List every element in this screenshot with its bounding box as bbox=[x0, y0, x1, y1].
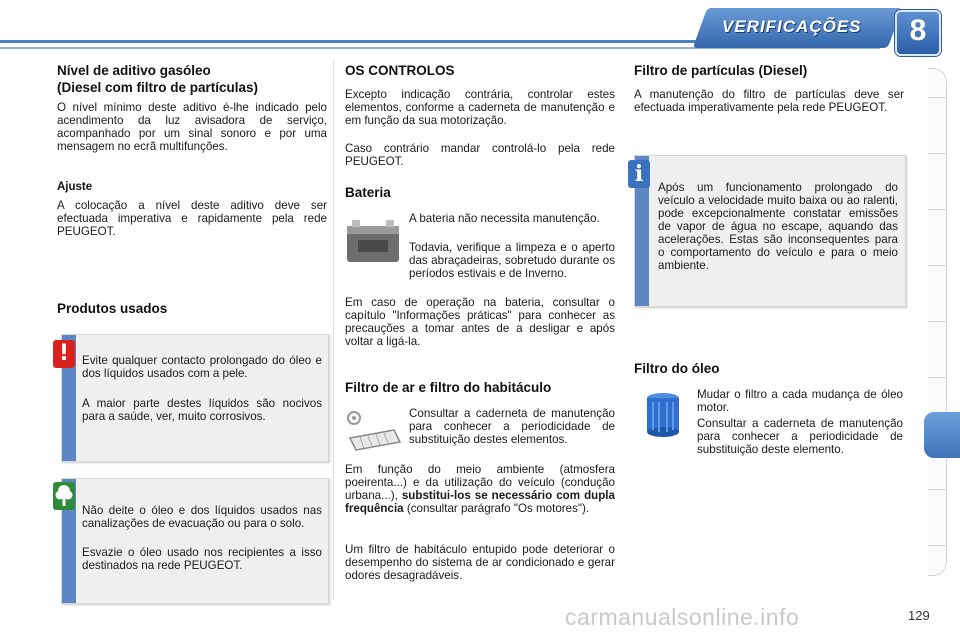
produtos-title: Produtos usados bbox=[57, 301, 168, 316]
chapter-tab-active[interactable] bbox=[924, 412, 960, 458]
aditivo-title bbox=[57, 62, 327, 96]
filtro-ar-body-2-pre: Em função do meio ambiente (atmosfera poeirenta...) e da utilização do veículo (condução urbana...), bbox=[345, 463, 615, 502]
warning-text-2: A maior parte destes líquidos são nocivos para a saúde, ver, muito corrosivos. bbox=[82, 397, 322, 423]
environment-text-2: Esvazie o óleo usado nos recipientes a isso destinados na rede PEUGEOT. bbox=[82, 546, 322, 572]
oleo-body-2: Consultar a caderneta de manutenção para conhecer a periodicidade de substituição deste elemento. bbox=[697, 417, 903, 456]
chapter-number: 8 bbox=[909, 14, 927, 47]
info-icon: i bbox=[628, 160, 650, 188]
tree-icon bbox=[53, 482, 75, 510]
info-box bbox=[634, 155, 906, 307]
tab-divider bbox=[928, 97, 946, 98]
battery-icon bbox=[344, 214, 402, 266]
air-filter-icon bbox=[344, 408, 404, 456]
page-number: 129 bbox=[908, 608, 930, 623]
tab-divider bbox=[928, 153, 946, 154]
oleo-title: Filtro do óleo bbox=[634, 361, 720, 376]
filtro-ar-title: Filtro de ar e filtro do habitáculo bbox=[345, 380, 552, 395]
warning-box bbox=[61, 334, 329, 462]
filtro-ar-body-3: Um filtro de habitáculo entupido pode deteriorar o desempenho do sistema de ar condicionado e gerar odores desagradáveis. bbox=[345, 543, 615, 582]
bateria-body-2: Todavia, verifique a limpeza e o aperto das abraçadeiras, sobretudo durante os períodos estivais e de Inverno. bbox=[409, 241, 615, 280]
tab-divider bbox=[928, 489, 946, 490]
filtro-ar-body-2-bold: substitui-los se necessário com dupla frequência bbox=[345, 489, 615, 515]
ajuste-body: A colocação a nível deste aditivo deve ser efectuada imperativa e rapidamente pela rede PEUGEOT. bbox=[57, 199, 327, 238]
filtro-ar-body-2-post: (consultar parágrafo "Os motores"). bbox=[403, 502, 590, 515]
chapter-badge bbox=[895, 10, 941, 56]
chapter-tabs bbox=[928, 68, 947, 576]
bateria-title: Bateria bbox=[345, 185, 391, 200]
controlos-body-1: Excepto indicação contrária, controlar estes elementos, conforme a caderneta de manutenção e em função da sua motorização. bbox=[345, 88, 615, 127]
chapter-title: VERIFICAÇÕES bbox=[722, 17, 862, 36]
tab-divider bbox=[928, 321, 946, 322]
oil-filter-icon bbox=[643, 390, 683, 440]
controlos-title: OS CONTROLOS bbox=[345, 63, 455, 78]
tab-divider bbox=[928, 377, 946, 378]
particulas-body: A manutenção do filtro de partículas deve ser efectuada imperativamente pela rede PEUGEOT. bbox=[634, 88, 904, 114]
exclamation-icon: ! bbox=[53, 340, 75, 368]
environment-text-1: Não deite o óleo e dos líquidos usados nas canalizações de evacuação ou para o solo. bbox=[82, 504, 322, 530]
environment-box bbox=[61, 478, 329, 604]
aditivo-title-line2: (Diesel com filtro de partículas) bbox=[57, 80, 259, 95]
watermark: carmanualsonline.info bbox=[565, 604, 800, 630]
warning-text-1: Evite qualquer contacto prolongado do óleo e dos líquidos usados com a pele. bbox=[82, 354, 322, 380]
filtro-ar-body-1: Consultar a caderneta de manutenção para conhecer a periodicidade de substituição destes elementos. bbox=[409, 407, 615, 446]
tab-divider bbox=[928, 209, 946, 210]
tab-divider bbox=[928, 265, 946, 266]
filtro-ar-body-2 bbox=[345, 463, 615, 515]
info-text: Após um funcionamento prolongado do veículo a velocidade muito baixa ou ao ralenti, pode excepcionalmente constatar emissões de vapor de água no escape, aquando das acelerações. Estas são inconsequentes para o comportamento do veículo e para o meio ambiente. bbox=[658, 181, 898, 272]
column-divider bbox=[333, 60, 334, 600]
tab-divider bbox=[928, 545, 946, 546]
oleo-body-1: Mudar o filtro a cada mudança de óleo motor. bbox=[697, 388, 903, 414]
aditivo-body: O nível mínimo deste aditivo é-lhe indicado pelo acendimento da luz avisadora de serviço, acompanhado por um sinal sonoro e por uma mensagem no ecrã multifunções. bbox=[57, 101, 327, 153]
bateria-body-3: Em caso de operação na bateria, consultar o capítulo "Informações práticas" para conhecer as precauções a tomar antes de a desligar e após voltar a ligá-la. bbox=[345, 296, 615, 348]
aditivo-title-line1: Nível de aditivo gasóleo bbox=[57, 63, 211, 78]
particulas-title: Filtro de partículas (Diesel) bbox=[634, 63, 808, 78]
controlos-body-2: Caso contrário mandar controlá-lo pela rede PEUGEOT. bbox=[345, 142, 615, 168]
ajuste-title: Ajuste bbox=[57, 181, 93, 193]
bateria-body-1: A bateria não necessita manutenção. bbox=[409, 212, 600, 225]
